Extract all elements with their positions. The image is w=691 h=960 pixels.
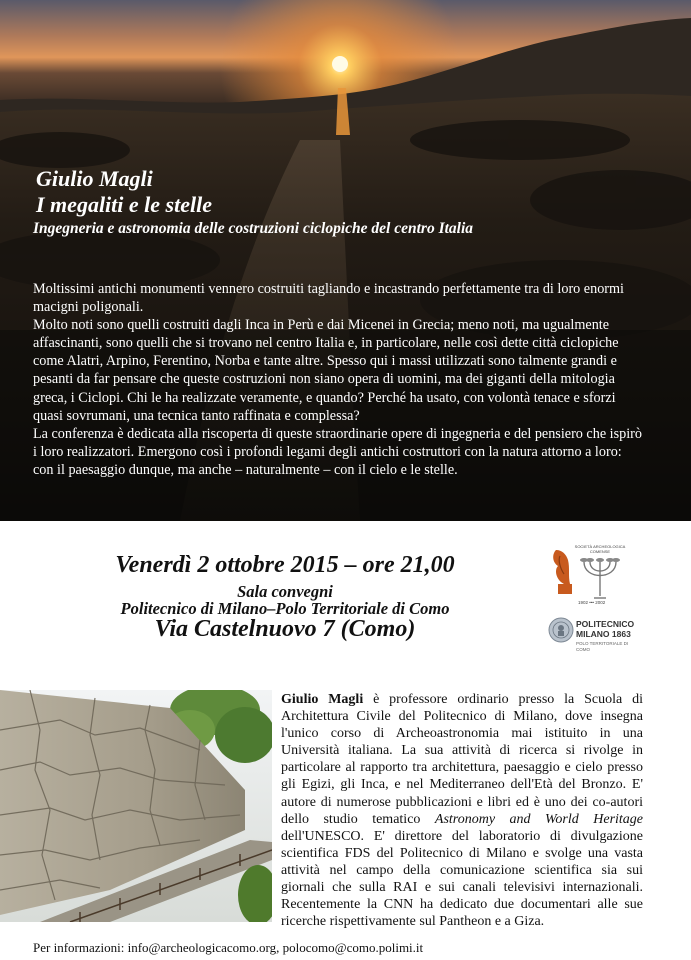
abstract-paragraph: Moltissimi antichi monumenti vennero costruiti tagliando e incastrando perfettamente tra di loro enormi macigni poligonali. <box>33 281 624 316</box>
talk-subtitle: Ingegneria e astronomia delle costruzioni ciclopiche del centro Italia <box>33 220 474 237</box>
talk-abstract <box>33 280 645 479</box>
abstract-paragraph: Molto noti sono quelli costruiti dagli Inca in Perù e dai Micenei in Grecia; meno noti, ma ugualmente affascinanti, sono quelli che si trovano nel centro Italia e, in particolare, nelle così dette città ciclopiche come Alatri, Arpino, Ferentino, Norba e tante altre. Spesso qui i massi utilizzati sono talmente grandi e pesanti da far pensare che queste costruzioni non siano opera di uomini, ma dei giganti della mitologia greca, i Ciclopi. Chi le ha realizzate veramente, e quando? Perché ha usato, con volontà tenace e sforzi quasi sovrumani, una tecnica tanto raffinata e complessa? <box>33 317 619 424</box>
speaker-biography <box>281 691 643 930</box>
event-venue: Politecnico di Milano–Polo Territoriale di Como <box>120 599 450 618</box>
university-seal-icon <box>548 617 574 643</box>
bio-speaker-name: Giulio Magli <box>281 692 364 707</box>
bio-text-part1: è professore ordinario presso la Scuola di Architettura Civile del Politecnico di Milano, dove insegna l'unico corso di Archeoastronomia mai istituito in una Università italiana. La sua attività di ricerca si rivolge in particolare al rapporto tra architettura, paesaggio e cielo presso gli Egizi, gli Inca, e nel Mediterraneo dell'Età del Bronzo. E' autore di numerose pubblicazioni e libri ed è uno dei co-autori dello studio tematico <box>281 692 643 827</box>
society-years: 1902 ••• 2002 <box>578 600 606 605</box>
bio-study-title: Astronomy and World Heritage <box>434 811 644 827</box>
speaker-name: Giulio Magli <box>36 166 153 191</box>
society-name: SOCIETÀ ARCHEOLOGICA COMENSE <box>574 544 626 554</box>
societa-archeologica-logo <box>548 540 638 608</box>
event-date-time: Venerdì 2 ottobre 2015 – ore 21,00 <box>115 552 455 578</box>
event-room: Sala convegni <box>237 582 333 601</box>
politecnico-subtitle: POLO TERRITORIALE DI COMO <box>576 641 629 652</box>
politecnico-name-line1: POLITECNICO <box>576 619 635 629</box>
contact-info: Per informazioni: info@archeologicacomo.org, polocomo@como.polimi.it <box>33 940 424 955</box>
politecnico-logo <box>546 612 642 656</box>
event-address: Via Castelnuovo 7 (Como) <box>154 616 416 642</box>
politecnico-name <box>576 619 634 639</box>
talk-title: I megaliti e le stelle <box>36 192 212 217</box>
politecnico-name-line2: MILANO 1863 <box>576 629 631 639</box>
cyclopean-wall-photo <box>0 690 272 922</box>
abstract-paragraph: La conferenza è dedicata alla riscoperta di queste straordinarie opere di ingegneria e del pensiero che ispirò i loro realizzatori. Emergono così i profondi legami degli antichi costruttori con la natura attorno a loro: con il paesaggio dunque, ma anche – naturalmente – con il cielo e le stelle. <box>33 425 642 478</box>
bio-text-part2: dell'UNESCO. E' direttore del laboratorio di divulgazione scientifica FDS del Politecnico di Milano e svolge una vasta attività nel campo della comunicazione scientifica sia sui giornali che sulla RAI e sui canali televisivi internazionali. Recentemente la CNN ha dedicato due documentari alle sue ricerche rispettivamente sul Pantheon e a Giza. <box>281 828 643 930</box>
